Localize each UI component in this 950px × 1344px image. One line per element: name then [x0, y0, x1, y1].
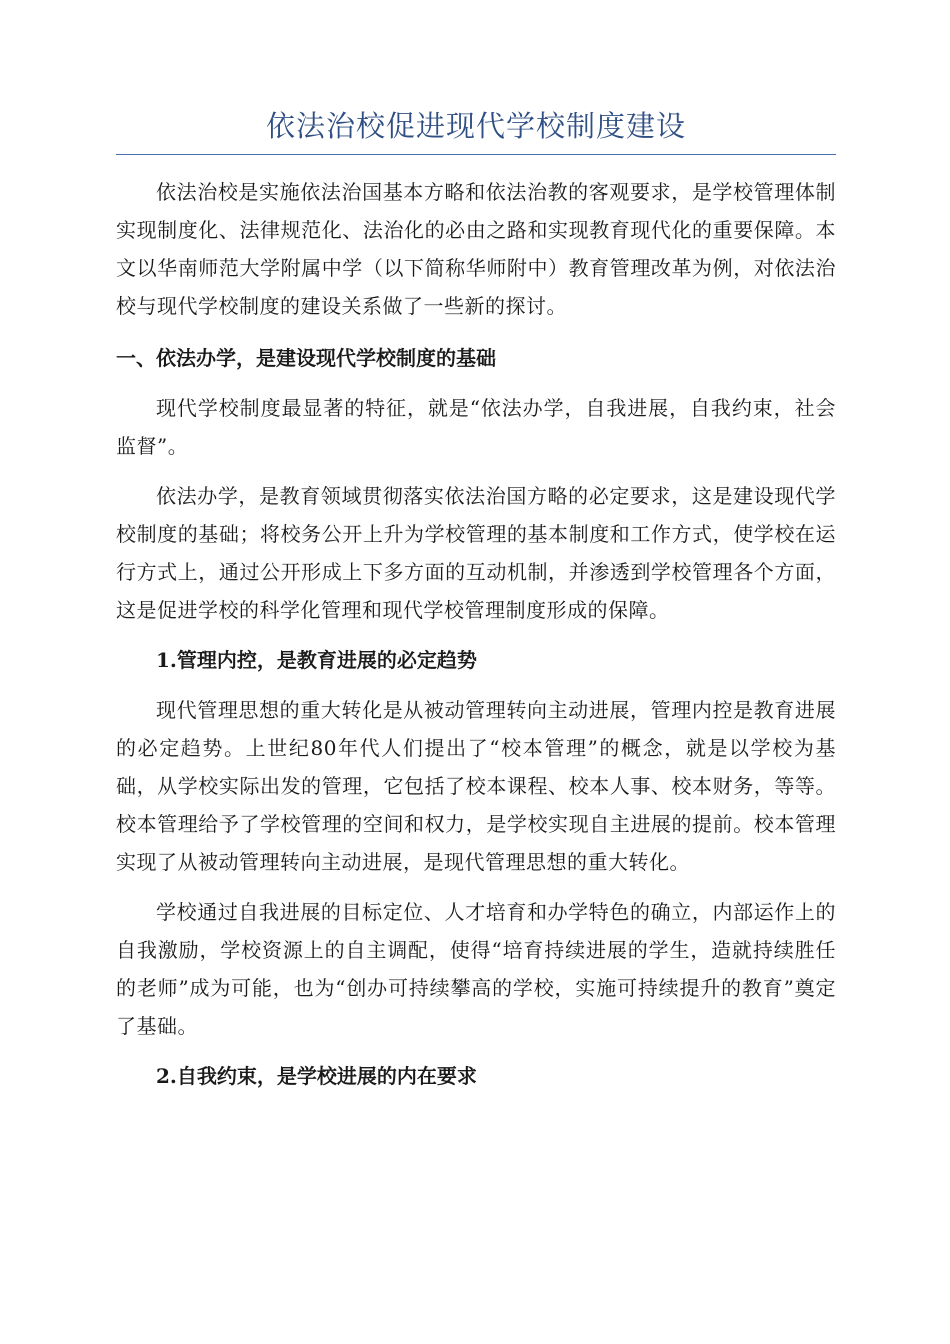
document-title: 依法治校促进现代学校制度建设 [116, 104, 836, 155]
subsection1-paragraph-2: 学校通过自我进展的目标定位、人才培育和办学特色的确立，内部运作上的自我激励，学校资源上的自主调配，使得“培育持续进展的学生，造就持续胜任的老师”成为可能，也为“创办可持续攀高的学校，实施可持续提升的教育”奠定了基础。 [116, 900, 836, 1038]
subsection-heading-1: 1.管理内控，是教育进展的必定趋势 [156, 648, 477, 672]
subsection1-paragraph-1: 现代管理思想的重大转化是从被动管理转向主动进展，管理内控是教育进展的必定趋势。上世纪80年代人们提出了“校本管理”的概念，就是以学校为基础，从学校实际出发的管理，它包括了校本课程、校本人事、校本财务，等等。校本管理给予了学校管理的空间和权力，是学校实现自主进展的提前。校本管理实现了从被动管理转向主动进展，是现代管理思想的重大转化。 [116, 698, 836, 874]
section-heading-1: 一、依法办学，是建设现代学校制度的基础 [116, 346, 496, 370]
intro-paragraph: 依法治校是实施依法治国基本方略和依法治教的客观要求，是学校管理体制实现制度化、法律规范化、法治化的必由之路和实现教育现代化的重要保障。本文以华南师范大学附属中学（以下简称华师附中）教育管理改革为例，对依法治校与现代学校制度的建设关系做了一些新的探讨。 [116, 180, 836, 318]
document-page [116, 104, 836, 1095]
section1-paragraph-1: 现代学校制度最显著的特征，就是“依法办学，自我进展，自我约束，社会监督”。 [116, 396, 836, 458]
section1-paragraph-2: 依法办学，是教育领域贯彻落实依法治国方略的必定要求，这是建设现代学校制度的基础；将校务公开上升为学校管理的基本制度和工作方式，使学校在运行方式上，通过公开形成上下多方面的互动机制，并渗透到学校管理各个方面，这是促进学校的科学化管理和现代学校管理制度形成的保障。 [116, 484, 836, 622]
subsection-heading-2: 2.自我约束，是学校进展的内在要求 [156, 1064, 477, 1088]
